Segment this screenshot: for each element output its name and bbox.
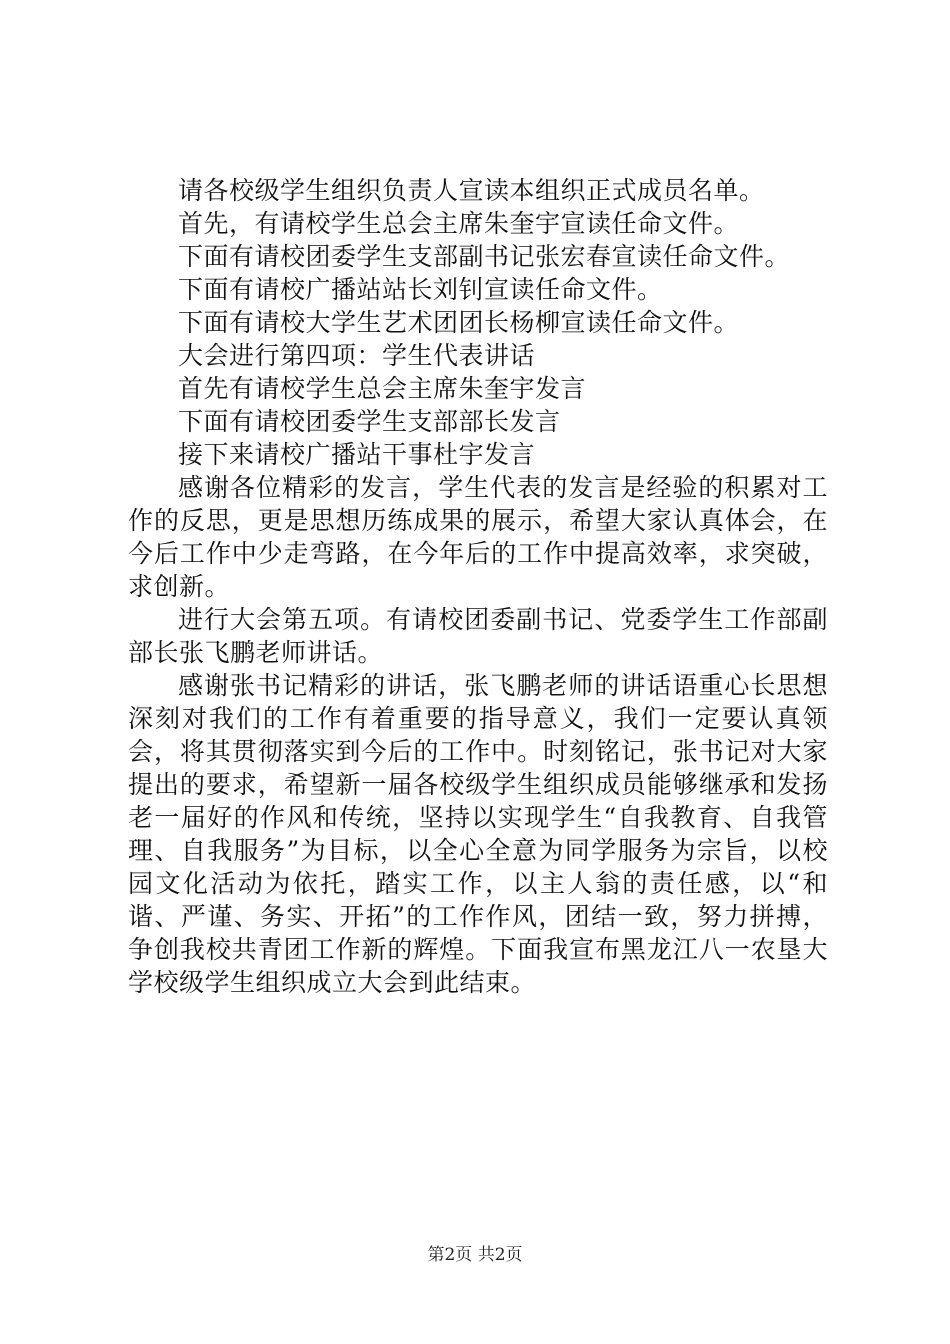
- paragraph-10: 感谢各位精彩的发言，学生代表的发言是经验的积累对工作的反思，更是思想历练成果的展示，希望大家认真体会，在今后工作中少走弯路，在今年后的工作中提高效率，求突破，求创新。: [128, 473, 828, 601]
- paragraph-9: 接下来请校广播站干事杜宇发言: [178, 440, 536, 469]
- paragraph-1: 请各校级学生组织负责人宣读本组织正式成员名单。: [178, 176, 765, 205]
- paragraph-6: 大会进行第四项：学生代表讲话: [178, 341, 536, 370]
- paragraph-4: 下面有请校广播站站长刘钊宣读任命文件。: [178, 275, 663, 304]
- paragraph-3: 下面有请校团委学生支部副书记张宏春宣读任命文件。: [178, 242, 791, 271]
- paragraph-12: 感谢张书记精彩的讲话，张飞鹏老师的讲话语重心长思想深刻对我们的工作有着重要的指导意义，我们一定要认真领会，将其贯彻落实到今后的工作中。时刻铭记，张书记对大家提出的要求，希望新一届各校级学生组织成员能够继承和发扬老一届好的作风和传统，坚持以实现学生“自我教育、自我管理、自我服务”为目标，以全心全意为同学服务为宗旨，以校园文化活动为依托，踏实工作，以主人翁的责任感，以“和谐、严谨、务实、开拓”的工作作风，团结一致，努力拼搏，争创我校共青团工作新的辉煌。下面我宣布黑龙江八一农垦大学校级学生组织成立大会到此结束。: [128, 671, 828, 997]
- document-body: [128, 174, 828, 999]
- page-number-footer: 第2页 共2页: [427, 1245, 523, 1265]
- paragraph-7: 首先有请校学生总会主席朱奎宇发言: [178, 374, 587, 403]
- paragraph-2: 首先，有请校学生总会主席朱奎宇宣读任命文件。: [178, 209, 740, 238]
- paragraph-5: 下面有请校大学生艺术团团长杨柳宣读任命文件。: [178, 308, 740, 337]
- paragraph-8: 下面有请校团委学生支部部长发言: [178, 407, 561, 436]
- paragraph-11: 进行大会第五项。有请校团委副书记、党委学生工作部副部长张飞鹏老师讲话。: [128, 605, 828, 667]
